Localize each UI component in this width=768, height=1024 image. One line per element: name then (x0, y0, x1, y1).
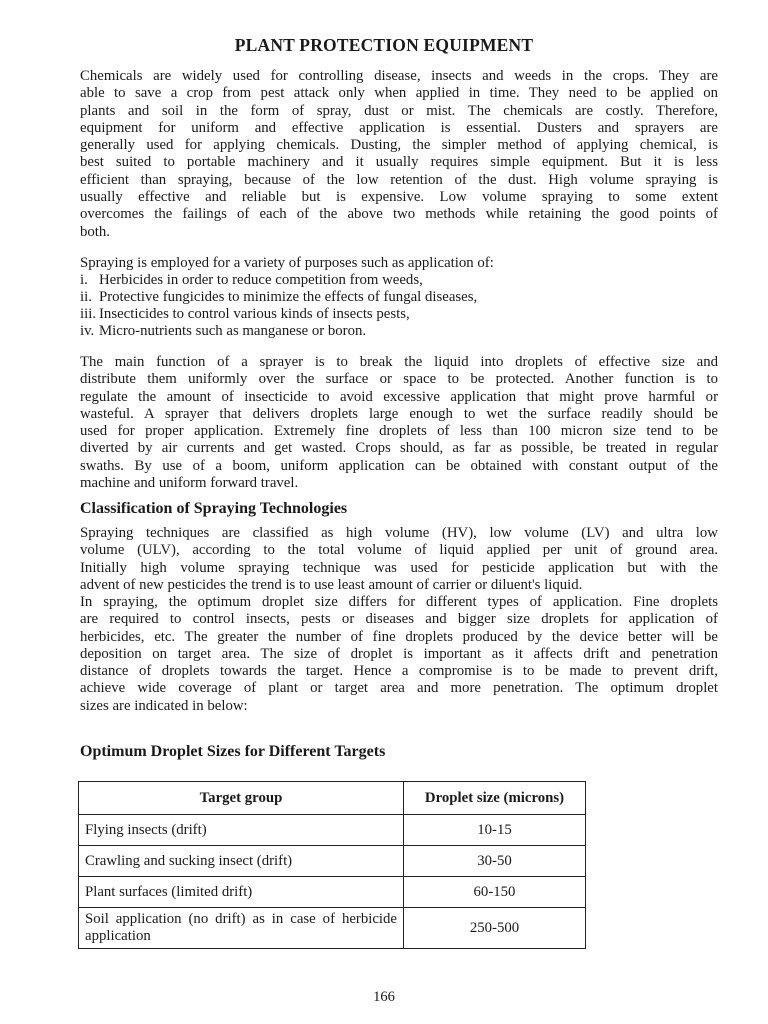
table-row (79, 846, 586, 877)
text-line: diverted by air currents and get wasted. Crops should, as far as possible, be treated in regular (80, 440, 718, 457)
table-row (79, 908, 586, 949)
text-line: machine and uniform forward travel. (80, 475, 299, 492)
header-target-group: Target group (79, 782, 404, 815)
list-item (80, 272, 560, 289)
section-heading-droplet-sizes: Optimum Droplet Sizes for Different Targets (80, 743, 386, 760)
list-intro: Spraying is employed for a variety of purposes such as application of: (80, 255, 494, 271)
target-group-cell: Soil application (no drift) as in case of herbicide application (79, 908, 404, 949)
sprayer-function-paragraph (80, 354, 718, 492)
droplet-size-cell: 60-150 (404, 877, 586, 908)
text-line: able to save a crop from pest attack only when applied in time. They need to be applied on (80, 85, 718, 102)
text-line: generally used for applying chemicals. Dusting, the simpler method of applying chemical, is (80, 137, 718, 154)
list-number: iv. (80, 323, 95, 339)
text-line: Initially high volume spraying technique was used for pesticide application but with the (80, 559, 718, 576)
list-item (80, 289, 560, 306)
target-group-cell: Plant surfaces (limited drift) (79, 877, 404, 908)
purposes-list (80, 255, 560, 340)
text-line: distribute them uniformly over the surface or space to be protected. Another function is to (80, 371, 718, 388)
target-group-cell: Crawling and sucking insect (drift) (79, 846, 404, 877)
list-text: Protective fungicides to minimize the effects of fungal diseases, (99, 289, 478, 305)
text-line: plants and soil in the form of spray, dust or mist. The chemicals are costly. Therefore, (80, 102, 718, 119)
table-row (79, 877, 586, 908)
table-header-row (79, 782, 586, 815)
text-line: used for proper application. Extremely fine droplets of less than 100 micron size tend to be (80, 423, 718, 440)
list-text: Insecticides to control various kinds of insects pests, (99, 306, 410, 322)
page-title: PLANT PROTECTION EQUIPMENT (234, 35, 534, 55)
table-row (79, 815, 586, 846)
target-group-cell: Flying insects (drift) (79, 815, 404, 846)
text-line: distance of droplets towards the target. Hence a compromise is to be made to prevent drift, (80, 663, 718, 680)
text-line: usually effective and reliable but is expensive. Low volume spraying to some extent (80, 189, 718, 206)
page-number: 166 (373, 989, 395, 1005)
section-heading-classification: Classification of Spraying Technologies (80, 500, 348, 517)
classification-paragraph (80, 525, 718, 594)
text-line: swaths. By use of a boom, uniform application can be obtained with constant output of the (80, 457, 718, 474)
header-droplet-size: Droplet size (microns) (404, 782, 586, 815)
text-line: advent of new pesticides the trend is to use least amount of carrier or diluent's liquid. (80, 576, 583, 593)
droplet-size-cell: 30-50 (404, 846, 586, 877)
list-number: ii. (80, 289, 92, 305)
text-line: herbicides, etc. The greater the number of fine droplets produced by the device better will be (80, 628, 718, 645)
text-line: efficient than spraying, because of the low retention of the dust. High volume spraying is (80, 171, 718, 188)
droplet-size-paragraph (80, 594, 718, 715)
droplet-size-cell: 250-500 (404, 908, 586, 949)
intro-paragraph (80, 68, 718, 241)
text-line: Chemicals are widely used for controlling disease, insects and weeds in the crops. They are (80, 68, 718, 84)
list-number: i. (80, 272, 88, 288)
text-line: The main function of a sprayer is to break the liquid into droplets of effective size and (80, 354, 718, 370)
text-line: achieve wide coverage of plant or target area and more penetration. The optimum droplet (80, 680, 718, 697)
droplet-size-cell: 10-15 (404, 815, 586, 846)
list-text: Micro-nutrients such as manganese or boron. (99, 323, 367, 339)
text-line: deposition on target area. The size of droplet is important as it affects drift and penetration (80, 645, 718, 662)
text-line: are required to control insects, pests or diseases and bigger size droplets for application of (80, 611, 718, 628)
text-line: regulate the amount of insecticide to avoid excessive application that might prove harmful or (80, 388, 718, 405)
text-line: wasteful. A sprayer that delivers droplets large enough to wet the surface readily should be (80, 405, 718, 422)
text-line: Spraying techniques are classified as high volume (HV), low volume (LV) and ultra low (80, 525, 718, 541)
list-item (80, 323, 560, 340)
list-text: Herbicides in order to reduce competition from weeds, (99, 272, 423, 288)
droplet-size-table (78, 781, 586, 949)
text-line: sizes are indicated in below: (80, 697, 248, 714)
text-line: volume (ULV), according to the total volume of liquid applied per unit of ground area. (80, 542, 718, 559)
text-line: In spraying, the optimum droplet size differs for different types of application. Fine droplets (80, 594, 718, 610)
text-line: equipment for uniform and effective application is essential. Dusters and sprayers are (80, 119, 718, 136)
list-number: iii. (80, 306, 97, 322)
list-item (80, 306, 560, 323)
text-line: both. (80, 223, 111, 240)
text-line: best suited to portable machinery and it usually requires simple equipment. But it is less (80, 154, 718, 171)
text-line: overcomes the failings of each of the above two methods while retaining the good points of (80, 206, 718, 223)
